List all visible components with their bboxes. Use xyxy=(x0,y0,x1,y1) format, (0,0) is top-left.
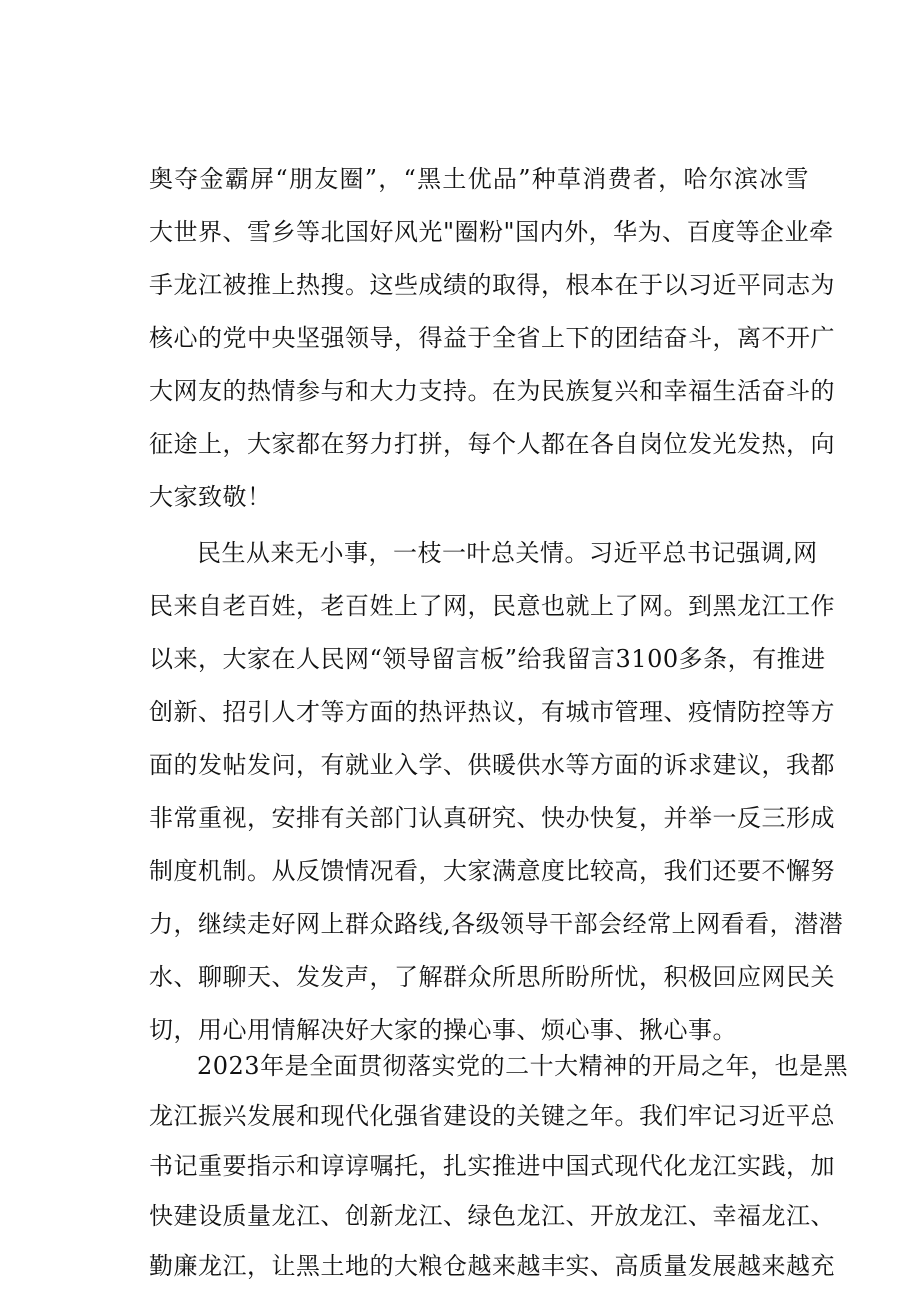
text-line: 水、聊聊天、发发声，了解群众所思所盼所忧，积极回应网民关 xyxy=(149,963,835,991)
text-line: 大世界、雪乡等北国好风光"圈粉"国内外，华为、百度等企业牵 xyxy=(149,218,834,246)
text-line: 创新、招引人才等方面的热评热议，有城市管理、疫情防控等方 xyxy=(149,698,835,726)
text-line: 核心的党中央坚强领导，得益于全省上下的团结奋斗，离不开广 xyxy=(149,324,835,352)
text-line: 征途上，大家都在努力打拼，每个人都在各自岗位发光发热，向 xyxy=(149,430,835,458)
text-line: 奥夺金霸屏“朋友圈”，“黑土优品”种草消费者，哈尔滨冰雪 xyxy=(149,165,809,193)
text-line: 勤廉龙江，让黑土地的大粮仓越来越丰实、高质量发展越来越充 xyxy=(149,1252,835,1280)
text-line: 民来自老百姓，老百姓上了网，民意也就上了网。到黑龙江工作 xyxy=(149,592,835,620)
text-line: 2023年是全面贯彻落实党的二十大精神的开局之年，也是黑 xyxy=(197,1052,849,1080)
text-line: 制度机制。从反馈情况看，大家满意度比较高，我们还要不懈努 xyxy=(149,857,835,885)
text-line: 大家致敬！ xyxy=(149,483,272,511)
text-line: 非常重视，安排有关部门认真研究、快办快复，并举一反三形成 xyxy=(149,804,835,832)
text-line: 书记重要指示和谆谆嘱托，扎实推进中国式现代化龙江实践，加 xyxy=(149,1152,835,1180)
text-line: 龙江振兴发展和现代化强省建设的关键之年。我们牢记习近平总 xyxy=(149,1102,835,1130)
text-line: 大网友的热情参与和大力支持。在为民族复兴和幸福生活奋斗的 xyxy=(149,377,835,405)
text-line: 手龙江被推上热搜。这些成绩的取得，根本在于以习近平同志为 xyxy=(149,271,835,299)
text-line: 以来，大家在人民网“领导留言板”给我留言3100多条，有推进 xyxy=(149,645,826,673)
text-line: 切，用心用情解决好大家的操心事、烦心事、揪心事。 xyxy=(149,1016,737,1044)
text-line: 面的发帖发问，有就业入学、供暖供水等方面的诉求建议，我都 xyxy=(149,751,835,779)
text-line: 快建设质量龙江、创新龙江、绿色龙江、开放龙江、幸福龙江、 xyxy=(149,1202,835,1230)
text-line: 民生从来无小事，一枝一叶总关情。习近平总书记强调,网 xyxy=(197,539,818,567)
text-line: 力，继续走好网上群众路线,各级领导干部会经常上网看看，潜潜 xyxy=(149,910,844,938)
